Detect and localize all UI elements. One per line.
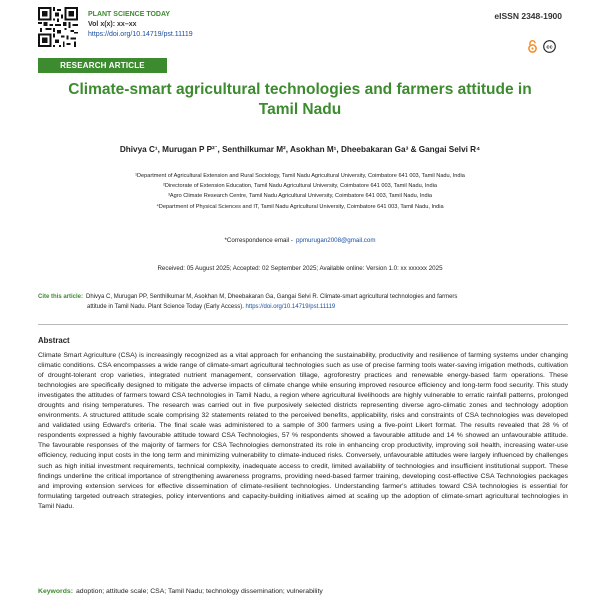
svg-text:cc: cc bbox=[546, 44, 553, 51]
affiliation-3: ³Agro Climate Research Centre, Tamil Nadu Agricultural University, Coimbatore 641 003, Tamil Nadu, India bbox=[168, 193, 432, 200]
correspondence bbox=[30, 237, 570, 244]
header-doi-link[interactable]: https://doi.org/10.14719/pst.11119 bbox=[88, 31, 193, 38]
affiliation-2: ²Directorate of Extension Education, Tamil Nadu Agricultural University, Coimbatore 641 003, Tamil Nadu, India bbox=[163, 183, 437, 190]
received-dates: Received: 05 August 2025; Accepted: 02 September 2025; Available online: Version 1.0: xx xxxxxx 2025 bbox=[157, 265, 443, 272]
issn: eISSN 2348-1900 bbox=[494, 11, 562, 21]
cite-text-line-2: attitude in Tamil Nadu. Plant Science Today (Early Access). bbox=[87, 304, 244, 310]
cite-text-line-1: Dhivya C, Murugan PP, Senthilkumar M, Asokhan M, Dheebakaran Ga, Gangai Selvi R. Climate-smart agricultural technologies and farmers bbox=[86, 294, 458, 300]
correspondence-label: *Correspondence email - bbox=[224, 237, 293, 244]
affiliation-4: ⁴Department of Physical Sciences and IT, Tamil Nadu Agricultural University, Coimbatore 641 003, Tamil Nadu, India bbox=[156, 203, 444, 210]
affiliations bbox=[30, 171, 570, 212]
open-access-icon[interactable] bbox=[528, 40, 537, 53]
cite-label: Cite this article: bbox=[38, 294, 84, 300]
license-icons bbox=[528, 40, 556, 53]
keywords-label: Keywords: bbox=[38, 588, 73, 595]
affiliation-1: ¹Department of Agricultural Extension and Rural Sociology, Tamil Nadu Agricultural University, Coimbatore 641 003, Tamil Nadu, India bbox=[135, 173, 465, 179]
section-divider bbox=[38, 324, 568, 325]
paper-title-line-1: Climate-smart agricultural technologies and farmers attitude in bbox=[68, 81, 532, 98]
journal-volume: Vol x(x): xx–xx bbox=[88, 21, 137, 28]
keywords bbox=[38, 588, 568, 595]
abstract-heading: Abstract bbox=[38, 336, 70, 345]
citation-block bbox=[38, 292, 568, 312]
qr-code-icon bbox=[38, 7, 78, 47]
abstract-text: Climate Smart Agriculture (CSA) is increasingly recognized as a vital approach for enhancing the sustainability, productivity and resilience of farming systems under changing climatic conditions. CSA encompasses a wide range of climate-smart agricultural technologies such as use of precise farming tools water-saving irrigation methods, cultivation of drought-tolerant crop varieties, integrated nutrient management, conservation tillage, agroforestry practices and renewable energy-based farm operations. These technologies are specifically designed to mitigate the adverse impacts of climate change while ensuring improved resource efficiency and long-term food security. This study investigates the attitudes of farmers toward CSA technologies in Tamil Nadu, a region where agricultural livelihoods are highly vulnerable to erratic rainfall patterns, prolonged droughts and rising temperatures. The research was carried out in five purposively selected districts representing diverse agro-climatic zones and technology adoption environments. A structured attitude scale comprising 32 statements related to the perceived benefits, applicability, risks and constraints of CSA technologies was developed and validated using Edward's criteria. The final scale was administered to a sample of 300 farmers using a five-point Likert format. The results revealed that 28 % of respondents expressed a highly favourable attitude toward CSA Technologies, 57 % respondents showed a favourable attitude and 14 % showed an unfavourable attitude. The favourable responses of the majority of farmers for CSA Technologies demonstrated its role in enhancing crop productivity, improving soil health, increasing water-use efficiency, reducing input costs in the long term and minimizing vulnerability to climate-induced risks. Conversely, unfavourable attitudes were largely influenced by challenges such as high initial investment requirements, technical complexity, inadequate access to credit, limited availability of technologies and insufficient institutional support. These findings underline the critical importance of strengthening awareness programs, providing need-based farmer training, developing cost-effective CSA Technologies packages and improving extension services for effective dissemination of climate-resilient technologies. Understanding farmer's attitudes toward CSA technologies is essential for formulating targeted outreach strategies, policy interventions and capacity-building initiatives aimed at scaling up the adoption of climate-smart agricultural technologies in Tamil Nadu. bbox=[38, 352, 568, 510]
author-list: Dhivya C¹, Murugan P P²˙, Senthilkumar M², Asokhan M¹, Dheebakaran Ga³ & Gangai Selvi R⁴ bbox=[119, 145, 481, 154]
paper-title bbox=[30, 80, 570, 120]
creative-commons-icon[interactable] bbox=[543, 40, 556, 53]
paper-title-line-2: Tamil Nadu bbox=[258, 101, 342, 118]
cite-doi-link[interactable]: https://doi.org/10.14719/pst.11119 bbox=[245, 304, 336, 310]
correspondence-email-link[interactable]: ppmurugan2008@gmail.com bbox=[295, 237, 376, 244]
journal-name: PLANT SCIENCE TODAY bbox=[88, 11, 171, 18]
journal-info bbox=[88, 10, 193, 40]
article-type-badge: RESEARCH ARTICLE bbox=[38, 58, 167, 73]
keywords-text: adoption; attitude scale; CSA; Tamil Nadu; technology dissemination; vulnerability bbox=[76, 588, 323, 595]
